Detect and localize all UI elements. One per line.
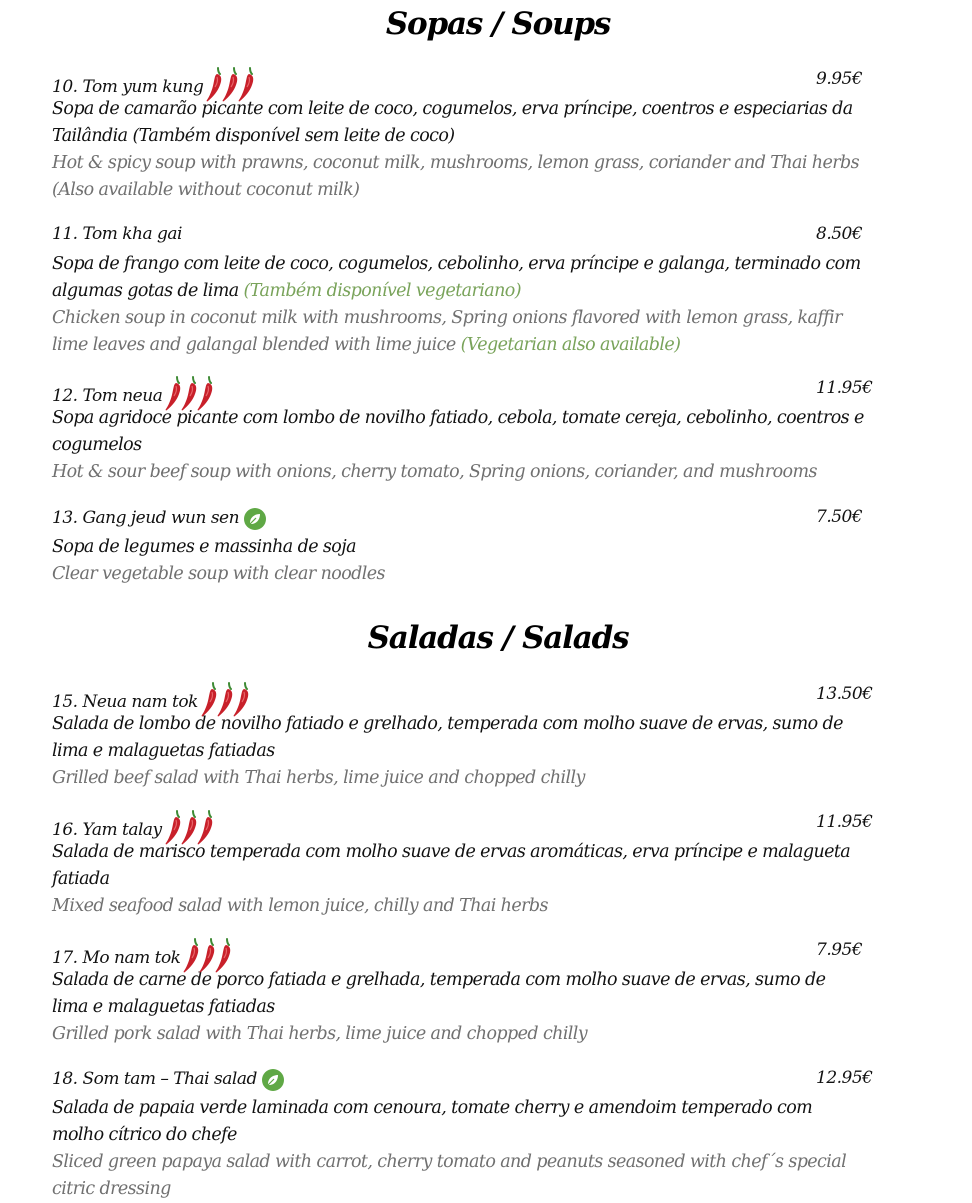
menu-item-11 xyxy=(52,224,932,359)
description-pt: Tailândia (Também disponível sem leite de coco) xyxy=(52,126,455,146)
menu-item-15 xyxy=(52,684,932,792)
item-price: 7.50€ xyxy=(816,507,863,527)
item-number: 16. xyxy=(52,820,78,840)
description-pt: Salada de carne de porco fatiada e grelhada, temperada com molho suave de ervas, sumo de xyxy=(52,970,826,990)
item-number: 17. xyxy=(52,948,78,968)
menu-item-12 xyxy=(52,378,932,486)
description-pt: lima e malaguetas fatiadas xyxy=(52,997,275,1017)
description-pt: Sopa de legumes e massinha de soja xyxy=(52,537,356,557)
item-number: 12. xyxy=(52,386,78,406)
description-en: citric dressing xyxy=(52,1179,171,1199)
description-pt: Sopa de frango com leite de coco, cogumelos, cebolinho, erva príncipe e galanga, terminado com xyxy=(52,254,861,274)
item-name: Tom yum kung xyxy=(82,77,204,97)
item-name: Som tam – Thai salad xyxy=(82,1069,257,1089)
item-number: 15. xyxy=(52,692,78,712)
vegetarian-note: (Também disponível vegetariano) xyxy=(243,281,521,301)
item-number: 13. xyxy=(52,508,78,528)
item-name: Neua nam tok xyxy=(82,692,198,712)
description-en: Grilled beef salad with Thai herbs, lime juice and chopped chilly xyxy=(52,768,585,788)
description-pt: lima e malaguetas fatiadas xyxy=(52,741,275,761)
three-chillies-icon xyxy=(200,682,248,718)
vegetarian-note: (Vegetarian also available) xyxy=(460,335,681,355)
description-pt: Salada de lombo de novilho fatiado e grelhado, temperada com molho suave de ervas, sumo de xyxy=(52,714,843,734)
item-name: Mo nam tok xyxy=(82,948,181,968)
menu-item-18 xyxy=(52,1068,932,1203)
item-price: 13.50€ xyxy=(816,684,873,704)
menu-item-16 xyxy=(52,812,932,920)
item-price: 11.95€ xyxy=(816,378,873,398)
item-price: 11.95€ xyxy=(816,812,873,832)
description-en: Sliced green papaya salad with carrot, cherry tomato and peanuts seasoned with chef´s special xyxy=(52,1152,847,1172)
description-en: Clear vegetable soup with clear noodles xyxy=(52,564,385,584)
description-pt: Sopa agridoce picante com lombo de novilho fatiado, cebola, tomate cereja, cebolinho, coentros e xyxy=(52,408,864,428)
description-en: Chicken soup in coconut milk with mushrooms, Spring onions flavored with lemon grass, kaffir xyxy=(52,308,842,328)
description-pt: Salada de papaia verde laminada com cenoura, tomate cherry e amendoim temperado com xyxy=(52,1098,813,1118)
menu-item-10 xyxy=(52,69,932,204)
three-chillies-icon xyxy=(164,376,212,412)
description-pt: fatiada xyxy=(52,869,110,889)
three-chillies-icon xyxy=(182,938,230,974)
item-name: Tom neua xyxy=(82,386,163,406)
description-en: Grilled pork salad with Thai herbs, lime juice and chopped chilly xyxy=(52,1024,588,1044)
item-number: 11. xyxy=(52,224,78,244)
menu-item-17 xyxy=(52,940,932,1048)
item-price: 8.50€ xyxy=(816,224,863,244)
item-number: 10. xyxy=(52,77,78,97)
item-number: 18. xyxy=(52,1069,78,1089)
description-pt: algumas gotas de lima (Também disponível vegetariano) xyxy=(52,281,521,301)
item-price: 7.95€ xyxy=(816,940,863,960)
description-pt: Salada de marisco temperada com molho suave de ervas aromáticas, erva príncipe e malagueta xyxy=(52,842,851,862)
section-title-salads: Saladas / Salads xyxy=(367,620,629,656)
item-price: 12.95€ xyxy=(816,1068,873,1088)
item-name: Yam talay xyxy=(82,820,162,840)
menu-item-13 xyxy=(52,507,932,588)
section-title-soups: Sopas / Soups xyxy=(385,6,611,42)
item-name: Tom kha gai xyxy=(82,224,182,244)
description-en: Hot & spicy soup with prawns, coconut milk, mushrooms, lemon grass, coriander and Thai herbs xyxy=(52,153,859,173)
vegetarian-leaf-icon xyxy=(262,1069,284,1091)
description-pt: molho cítrico do chefe xyxy=(52,1125,237,1145)
description-pt: cogumelos xyxy=(52,435,142,455)
description-en: (Also available without coconut milk) xyxy=(52,180,360,200)
description-en: Hot & sour beef soup with onions, cherry tomato, Spring onions, coriander, and mushrooms xyxy=(52,462,817,482)
description-en: lime leaves and galangal blended with lime juice (Vegetarian also available) xyxy=(52,335,681,355)
description-pt: Sopa de camarão picante com leite de coco, cogumelos, erva príncipe, coentros e especiarias da xyxy=(52,99,853,119)
item-price: 9.95€ xyxy=(816,69,863,89)
three-chillies-icon xyxy=(164,810,212,846)
description-en: Mixed seafood salad with lemon juice, chilly and Thai herbs xyxy=(52,896,548,916)
three-chillies-icon xyxy=(205,67,253,103)
item-name: Gang jeud wun sen xyxy=(82,508,240,528)
vegetarian-leaf-icon xyxy=(244,508,266,530)
